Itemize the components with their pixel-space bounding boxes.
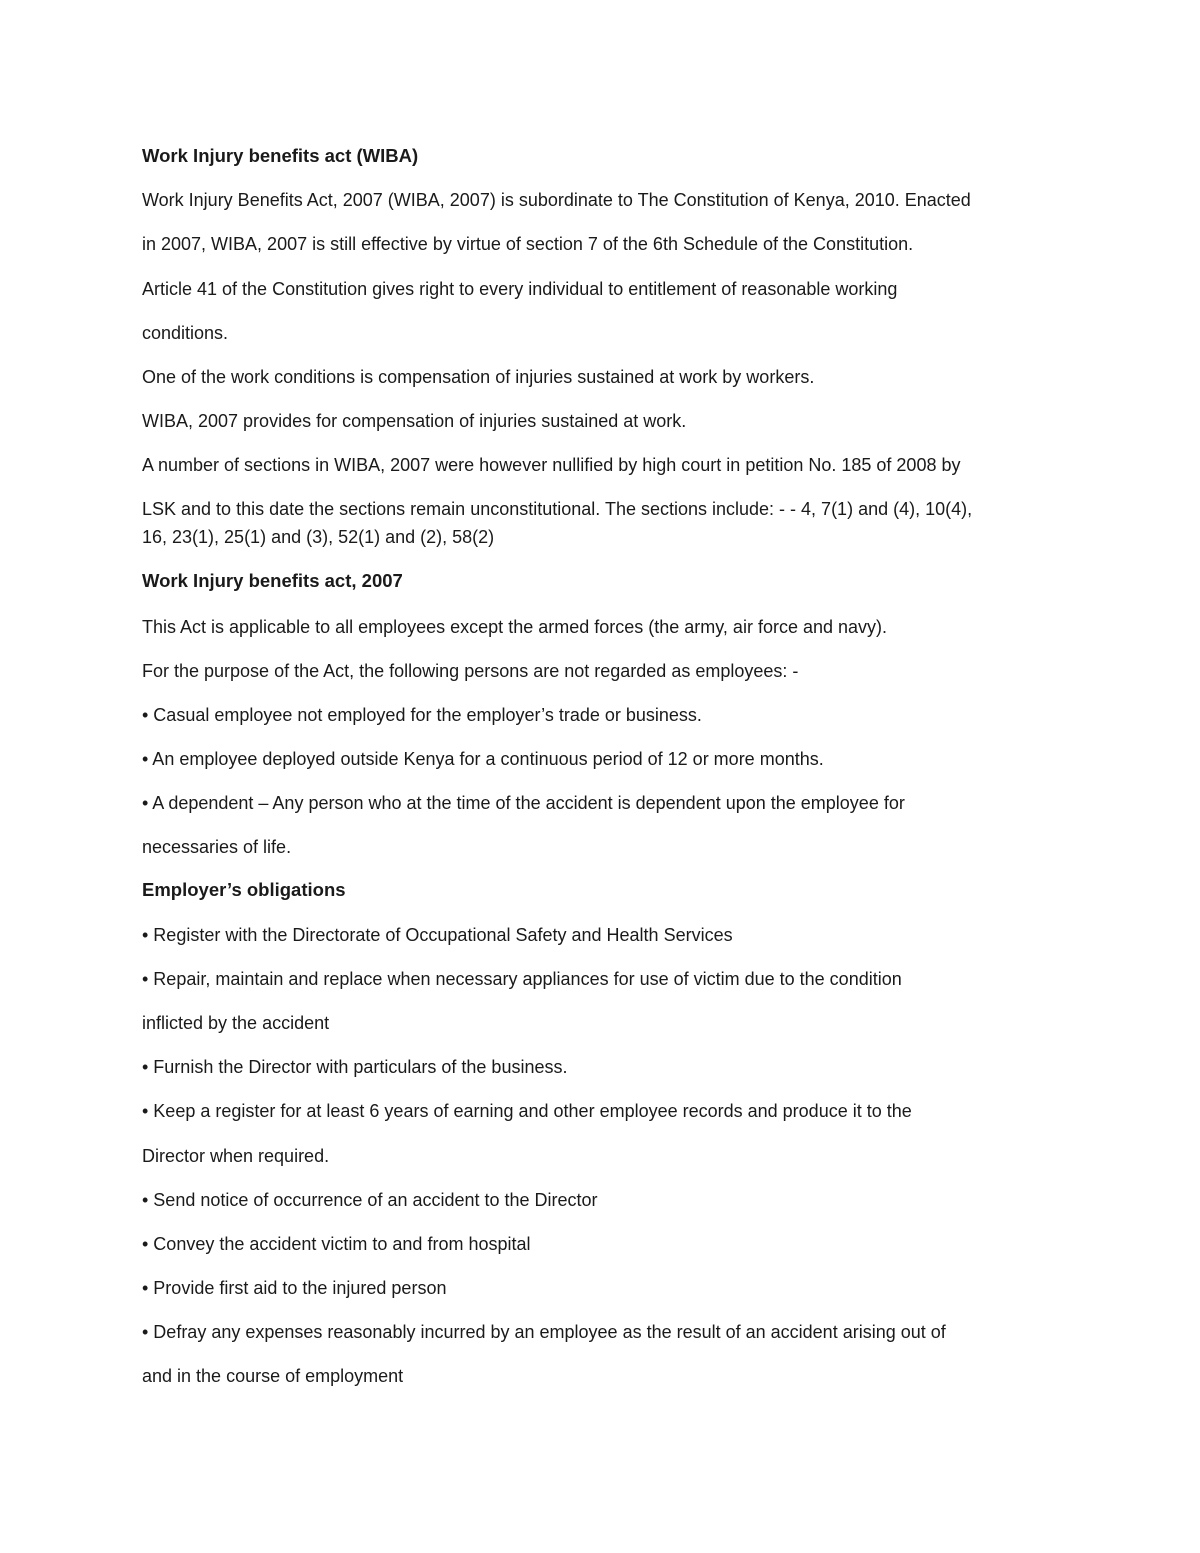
- list-item: • Send notice of occurrence of an accident to the Director: [142, 1190, 598, 1210]
- paragraph-line: Work Injury Benefits Act, 2007 (WIBA, 2007) is subordinate to The Constitution of Kenya, 2010. Enacted: [142, 190, 971, 210]
- paragraph-line: A number of sections in WIBA, 2007 were however nullified by high court in petition No. 185 of 2008 by: [142, 455, 961, 475]
- paragraph-line: 16, 23(1), 25(1) and (3), 52(1) and (2), 58(2): [142, 527, 495, 547]
- list-item: • An employee deployed outside Kenya for a continuous period of 12 or more months.: [142, 749, 824, 769]
- paragraph-line: conditions.: [142, 323, 229, 343]
- list-item-continuation: and in the course of employment: [142, 1366, 404, 1386]
- list-item: • Defray any expenses reasonably incurred by an employee as the result of an accident arising out of: [142, 1322, 946, 1342]
- list-item: • Keep a register for at least 6 years of earning and other employee records and produce it to the: [142, 1101, 912, 1121]
- list-item: • Furnish the Director with particulars of the business.: [142, 1057, 568, 1077]
- list-item: • A dependent – Any person who at the time of the accident is dependent upon the employee for: [142, 793, 905, 813]
- paragraph-line: One of the work conditions is compensation of injuries sustained at work by workers.: [142, 367, 815, 387]
- list-item-continuation: inflicted by the accident: [142, 1013, 330, 1033]
- section-heading-employer-obligations: Employer’s obligations: [142, 879, 346, 900]
- list-item-continuation: Director when required.: [142, 1146, 330, 1166]
- list-item: • Provide first aid to the injured person: [142, 1278, 447, 1298]
- paragraph-line: Article 41 of the Constitution gives right to every individual to entitlement of reasonable working: [142, 279, 898, 299]
- list-item: • Casual employee not employed for the employer’s trade or business.: [142, 705, 702, 725]
- paragraph-line: in 2007, WIBA, 2007 is still effective by virtue of section 7 of the 6th Schedule of the Constitution.: [142, 234, 914, 254]
- list-item: • Register with the Directorate of Occupational Safety and Health Services: [142, 925, 733, 945]
- paragraph-line: LSK and to this date the sections remain unconstitutional. The sections include: - - 4, 7(1) and (4), 10(4),: [142, 499, 973, 519]
- section-heading-wiba-2007: Work Injury benefits act, 2007: [142, 570, 403, 591]
- paragraph-line: For the purpose of the Act, the following persons are not regarded as employees: -: [142, 661, 799, 681]
- paragraph-line: WIBA, 2007 provides for compensation of injuries sustained at work.: [142, 411, 687, 431]
- list-item-continuation: necessaries of life.: [142, 837, 292, 857]
- paragraph-line: This Act is applicable to all employees except the armed forces (the army, air force and navy).: [142, 617, 888, 637]
- list-item: • Convey the accident victim to and from hospital: [142, 1234, 531, 1254]
- section-heading-wiba: Work Injury benefits act (WIBA): [142, 145, 419, 166]
- list-item: • Repair, maintain and replace when necessary appliances for use of victim due to the condition: [142, 969, 902, 989]
